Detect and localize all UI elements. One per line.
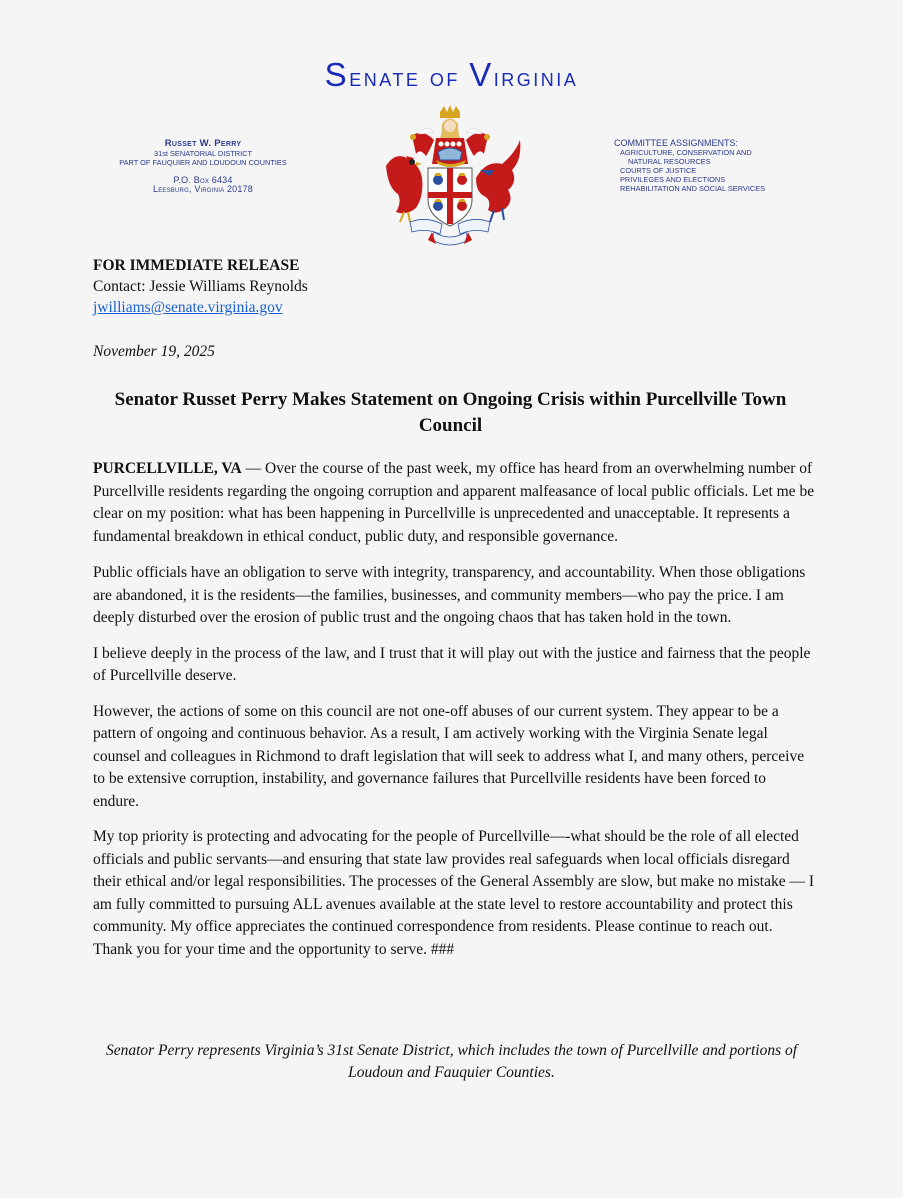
dateline: PURCELLVILLE, VA xyxy=(93,460,242,477)
committee-assignments xyxy=(614,139,814,193)
senator-counties: PART OF FAUQUIER AND LOUDOUN COUNTIES xyxy=(119,158,287,167)
committee-item: PRIVILEGES AND ELECTIONS xyxy=(620,175,726,184)
committee-item: COURTS OF JUSTICE xyxy=(620,166,697,175)
title-initial: V xyxy=(469,56,494,93)
senator-address-block xyxy=(98,138,308,194)
committee-heading: COMMITTEE ASSIGNMENTS: xyxy=(614,138,739,148)
committee-item: AGRICULTURE, CONSERVATION AND xyxy=(620,148,752,157)
senator-name: Russet W. Perry xyxy=(164,138,242,149)
release-info xyxy=(93,255,308,318)
senate-title xyxy=(0,56,903,94)
contact-name: Contact: Jessie Williams Reynolds xyxy=(93,278,308,295)
committee-item: NATURAL RESOURCES xyxy=(628,157,711,166)
senator-city: Leesburg, Virginia 20178 xyxy=(152,184,253,194)
senate-seal xyxy=(376,104,524,248)
paragraph xyxy=(93,458,815,548)
paragraph: Public officials have an obligation to serve with integrity, transparency, and accountability. When those obligations are abandoned, it is the residents—the families, businesses, and community members—who pay the price. I am deeply disturbed over the erosion of public trust and the ongoing chaos that has taken hold in the town. xyxy=(93,564,806,626)
paragraph-text: — Over the course of the past week, my office has heard from an overwhelming number of Purcellville residents regarding the ongoing corruption and apparent malfeasance of local public officials. Let me be clear on my position: what has been happening in Purcellville is unprecedented and unacceptable. It represents a fundamental breakdown in ethical conduct, public duty, and responsible governance. xyxy=(93,460,815,545)
committee-item: REHABILITATION AND SOCIAL SERVICES xyxy=(620,184,766,193)
press-release-body xyxy=(93,458,815,974)
senator-po-box: P.O. Box 6434 xyxy=(173,175,233,185)
headline: Senator Russet Perry Makes Statement on Ongoing Crisis within Purcellville Town Council xyxy=(114,389,787,436)
paragraph: I believe deeply in the process of the law, and I trust that it will play out with the justice and fairness that the people of Purcellville deserve. xyxy=(93,644,811,684)
paragraph: However, the actions of some on this council are not one-off abuses of our current system. They appear to be a pattern of ongoing and continuous behavior. As a result, I am actively working with the Virginia Senate legal counsel and colleagues in Richmond to draft legislation that will seek to address what I, and many others, perceive to be extensive corruption, instability, and governance failures that Purcellville residents have been forced to endure. xyxy=(93,702,805,810)
coat-of-arms-icon xyxy=(376,104,524,248)
title-word: of xyxy=(429,64,460,92)
paragraph: My top priority is protecting and advocating for the people of Purcellville—-what should be the role of all elected officials and public servants—and ensuring that state law provides real safeguards when local officials disregard their ethical and/or legal responsibilities. The processes of the General Assembly are slow, but make no mistake — I am fully committed to pursuing ALL avenues available at the state level to restore accountability and protect this community. My office appreciates the continued correspondence from residents. Please continue to reach out. Thank you for your time and the opportunity to serve. ### xyxy=(93,828,814,958)
title-word: irginia xyxy=(493,64,579,92)
contact-email-link[interactable]: jwilliams@senate.virginia.gov xyxy=(93,299,283,316)
senator-district: 31st SENATORIAL DISTRICT xyxy=(153,149,252,158)
release-label: FOR IMMEDIATE RELEASE xyxy=(93,257,300,274)
release-date: November 19, 2025 xyxy=(93,343,215,360)
title-word: enate xyxy=(349,64,421,92)
title-initial: S xyxy=(324,56,350,93)
boilerplate-note: Senator Perry represents Virginia’s 31st Senate District, which includes the town of Purcellville and portions of Loudoun and Fauquier Counties. xyxy=(105,1042,798,1081)
